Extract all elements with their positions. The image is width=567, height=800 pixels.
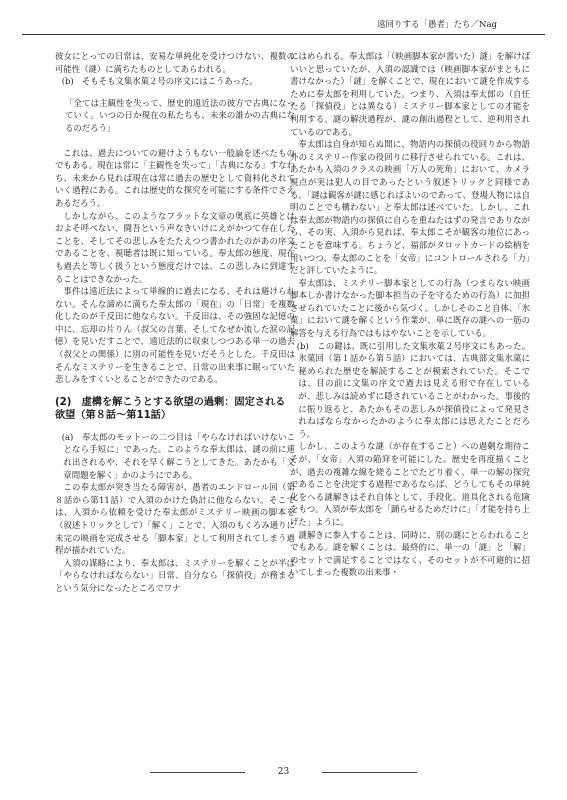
page-number: 23 [277, 767, 290, 777]
paragraph: 入須の謀略により、奉太郎は、ミステリーを解くことが半ば「やらなければならない」日常、自分なら「探偵役」が務まるという気分になったところでワナ [55, 557, 295, 593]
paragraph: しかしながら、このようなフラットな文章の奥底に英雄とはおよそ呼べない、闘吾という声なきいけにえがかつて存在したことを、そしてその悲しみをたたえつつ書かれたのがあの序文であることを、視聴者は既に知っている。奉太郎の態度、現在も過去と等しく扱うという態度だけでは、この悲しみに到達することはできなかった。 [55, 210, 295, 284]
header-rule [22, 34, 545, 35]
block-quote: 「全ては主観性を失って、歴史的遠近法の彼方で古典になっていく。いつの日か現在の私たちも、未来の誰かの古典になるのだろう」 [65, 97, 295, 133]
enumerated-paragraph: (a) 奉太郎のモットーの二つ目は「やらなければいけないことなら手短に」であった。このような奉太郎は、謎の前に連れ出されるや、それを早く解こうとしてきた。あたかも「文章問題を解く」かのようにである。 [61, 431, 295, 480]
left-column [55, 50, 295, 595]
running-title: 遠回りする「愚者」たち／Nag [377, 20, 497, 30]
paragraph: この奉太郎が突き当たる障害が、愚者のエンドロール回（第８話から第11話）で入須のかけた偽計に他ならない。そこでは、入須から依頼を受けた奉太郎がミステリー映画の脚本を（叙述トリックとして）「解く」ことで、入須のもくろみ通りに未完の映画を完成させる「脚本家」として利用されてしまう過程が描かれていた。 [55, 482, 295, 556]
paragraph: 奉太郎は自身が知らぬ間に、物語内の探偵の役回りから物語外のミステリー作家の役回りに移行させられている。これは、あたかも入須のクラスの映画「万人の死角」において、カメラ視点が実は犯人の目であったという叙述トリックと同様である。「謎は観客が謎に感じればよいのであって、登場人物には自明のことでも構わない」と奉太郎は述べていた。しかし、これは奉太郎が物語内の探偵に自らを重ねたはずの発言でありながら、その実、入須から見れば、奉太郎こそが観客の地位にあったことを意味する。ちょうど、福部がタロットカードの絵柄を用いつつ、奉太郎のことを「女帝」にコントロールされる「力」だと評していたように。 [290, 139, 530, 276]
paragraph: これは、過去についての避けようもない一般論を述べたものでもある。現在は常に「主観性を失って」「古典になる」すなわち、未来から見れば現在は常に過去の歴史として資料化されていく過程にある。これは歴史的な探究を可能にする条件でさえあるだろう。 [55, 147, 295, 208]
paragraph: 事件は遠近法によって単線的に過去になる、それは避けられない。そんな諦めに満ちた奉太郎の「現在」の「日常」を複数化したのが千反田に他ならない。千反田は、その強固な記憶の中に、忘却の片りん（叔父の言葉、そしてなぜか流した涙の記憶）を見いだすことで、遠近法的に収束しつつある単一の過去（叔父との関係）に別の可能性を見いだそうとした。千反田はそんなミステリーを生きることで、日常の出来事に眠っていた悲しみをすくいとることができたのである。 [55, 286, 295, 385]
paragraph: 彼女にとっての日常は、安易な単純化を受けつけない、複数の可能性（謎）に満ちたものとしてあらわれる。 [55, 51, 295, 74]
footer-rule-right [322, 772, 417, 773]
section-heading: (2) 虚構を解こうとする欲望の過剰：固定される欲望（第８話〜第11話） [55, 396, 286, 422]
enumerated-paragraph: (b) この鍵は、既に引用した文集氷菓２号序文にもあった。氷菓回（第１話から第５話）においては、古典部文集氷菓に秘められた歴史を解読することが模索されていた。そこでは、目の前に文集の序文で過去は見える形で存在しているが、悲しみは読めずに隠されていることがわかった。事後的に振り返ると、あたかもその悲しみが探偵役によって発見されねばならなかったかのように奉太郎には思えたことだろう。 [296, 340, 530, 439]
right-column [290, 50, 530, 579]
page-header [22, 14, 545, 36]
paragraph: 奉太郎は、ミステリー脚本家としての行為（つまらない映画脚本しか書けなかった脚本担当の子を守るための行為）に加担させられていたことに後から気づく。しかしそのこと自体、「氷菓」において謎を解くという作業が、単に既存の謎への一筋の解答を与える行為ではもはやないことを示している。 [290, 277, 530, 339]
page-footer [150, 766, 417, 778]
paragraph: にはめられる。奉太郎は「（映画脚本家が書いた）謎」を解けばいいと思っていたが、入須の認識では（映画脚本家がまともに書けなかった）「謎」を解くことで、現在において謎を作成するために奉太郎を利用していた。つまり、入須は奉太郎の（自任たる「探偵役」とは異なる）ミステリー脚本家としての才能を利用する。謎の解決過程が、謎の創出過程として、逆利用されているのである。 [290, 51, 530, 137]
paragraph: 謎解きに参入することは、同時に、別の謎にとらわれることでもある。謎を解くことは、最終的に、単一の「謎」と「解」のセットで満足することではなく、そのセットが不可避的に招いてしまった複数の出来事・ [290, 529, 530, 578]
enumerated-paragraph: (b) そもそも文集氷菓２号の序文にはこうあった。 [61, 76, 258, 87]
paragraph: しかし、このような謎（が存在すること）への過剰な期待こそが、「女帝」入須の陥穽を可能にした。歴史を再度描くことが、過去の複雑な線を縒ることでたどり着く、単一の解の探究であることを決定する過程であるならば、どうしてもその単純化をへる謎解きはそれ自体として、手段化、道具化される危険をもつ。入須が奉太郎を「踊らせるためだけに」「才能を持ち上げた」ように。 [290, 441, 530, 527]
